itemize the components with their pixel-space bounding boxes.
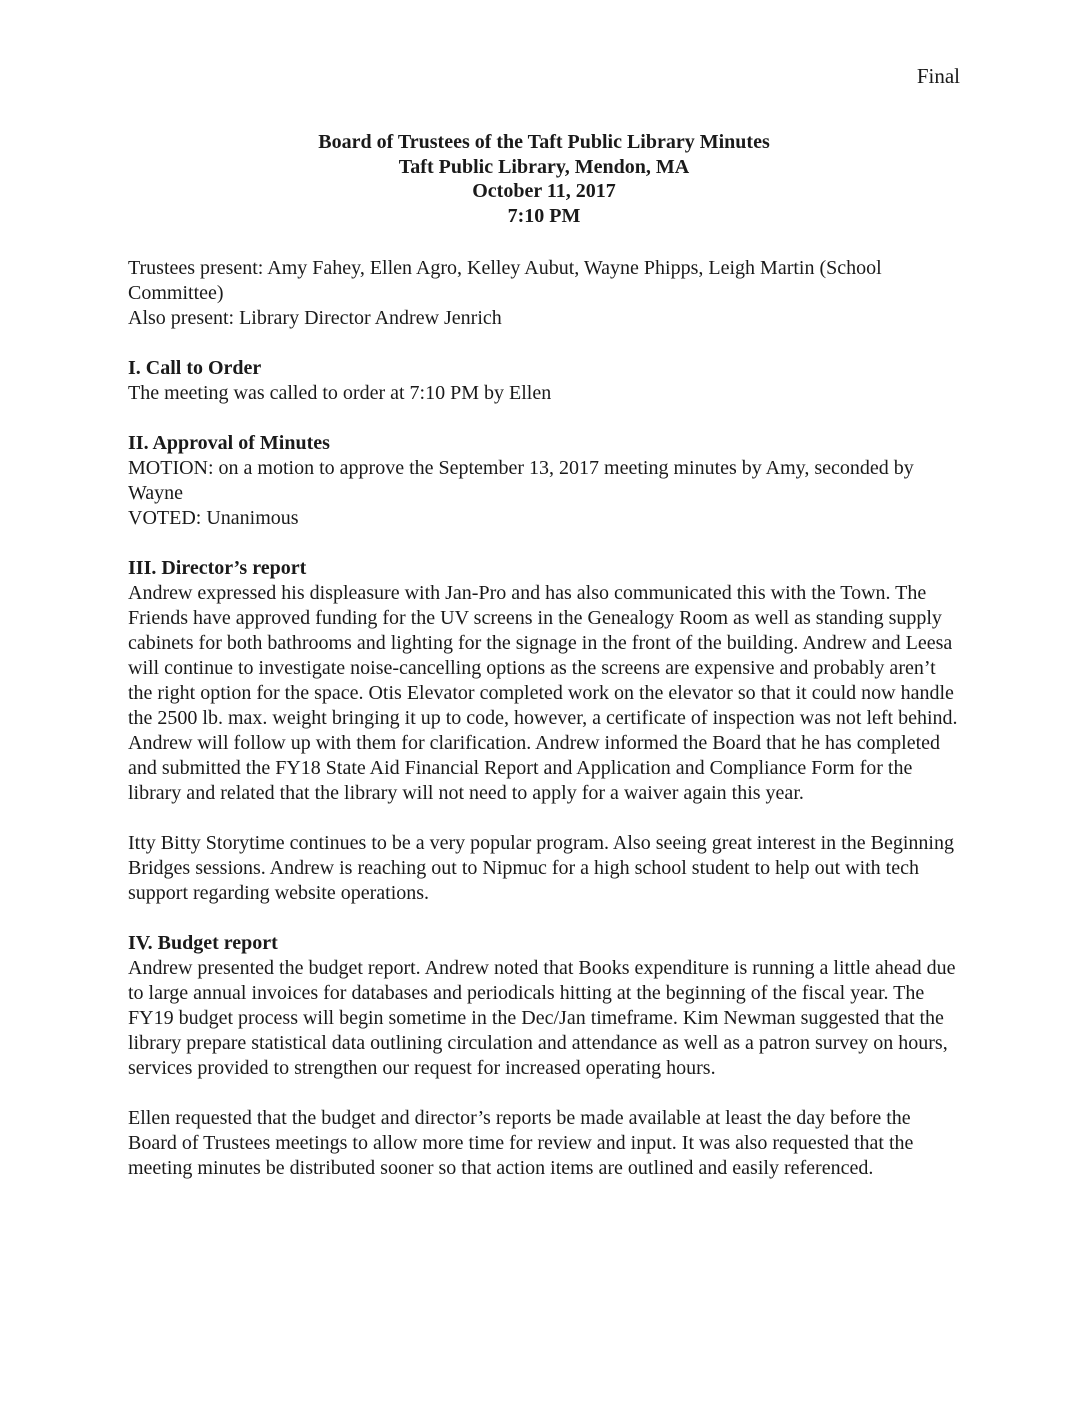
section-title: III. Director’s report [128,557,307,579]
section-title: I. Call to Order [128,357,262,379]
attendance-block [128,256,964,331]
paragraph: Andrew presented the budget report. Andrew noted that Books expenditure is running a little ahead due to large annual invoices for databases and periodicals hitting at the beginning of the fiscal year. The FY19 budget process will begin sometime in the Dec/Jan timeframe. Kim Newman suggested that the library prepare statistical data outlining circulation and attendance as well as a patron survey on hours, services provided to strengthen our request for increased operating hours. [128,957,956,1079]
paragraph-spacer [128,1081,964,1106]
section-call-to-order [128,356,964,406]
paragraph: Itty Bitty Storytime continues to be a very popular program. Also seeing great interest in the Beginning Bridges sessions. Andrew is reaching out to Nipmuc for a high school student to help out with tech support regarding website operations. [128,832,954,904]
section-title: IV. Budget report [128,932,278,954]
vote-result: VOTED: Unanimous [128,507,299,529]
header-location: Taft Public Library, Mendon, MA [398,155,690,178]
header-title: Board of Trustees of the Taft Public Library Minutes [318,131,770,153]
section-approval-of-minutes [128,431,964,531]
motion-text: MOTION: on a motion to approve the September 13, 2017 meeting minutes by Amy, seconded by Wayne [128,457,914,504]
section-directors-report [128,556,964,906]
trustees-present: Trustees present: Amy Fahey, Ellen Agro, Kelley Aubut, Wayne Phipps, Leigh Martin (School Committee) [128,257,882,304]
document-header [128,130,960,228]
header-date: October 11, 2017 [472,180,616,202]
section-budget-report [128,931,964,1181]
paragraph: Andrew expressed his displeasure with Jan-Pro and has also communicated this with the Town. The Friends have approved funding for the UV screens in the Genealogy Room as well as standing supply cabinets for both bathrooms and lighting for the signage in the front of the building. Andrew and Leesa will continue to investigate noise-cancelling options as the screens are expensive and probably aren’t the right option for the space. Otis Elevator completed work on the elevator so that it could now handle the 2500 lb. max. weight bringing it up to code, however, a certificate of inspection was not left behind. Andrew will follow up with them for clarification. Andrew informed the Board that he has completed and submitted the FY18 State Aid Financial Report and Application and Compliance Form for the library and related that the library will not need to apply for a waiver again this year. [128,582,958,804]
document-status: Final [916,64,960,88]
minutes-body [128,256,964,1206]
paragraph: Ellen requested that the budget and director’s reports be made available at least the day before the Board of Trustees meetings to allow more time for review and input. It was also requested that the meeting minutes be distributed sooner so that action items are outlined and easily referenced. [128,1107,914,1179]
also-present: Also present: Library Director Andrew Jenrich [128,307,502,329]
header-time: 7:10 PM [507,204,581,227]
paragraph-spacer [128,806,964,831]
section-text: The meeting was called to order at 7:10 PM by Ellen [128,382,552,404]
section-title: II. Approval of Minutes [128,432,330,454]
